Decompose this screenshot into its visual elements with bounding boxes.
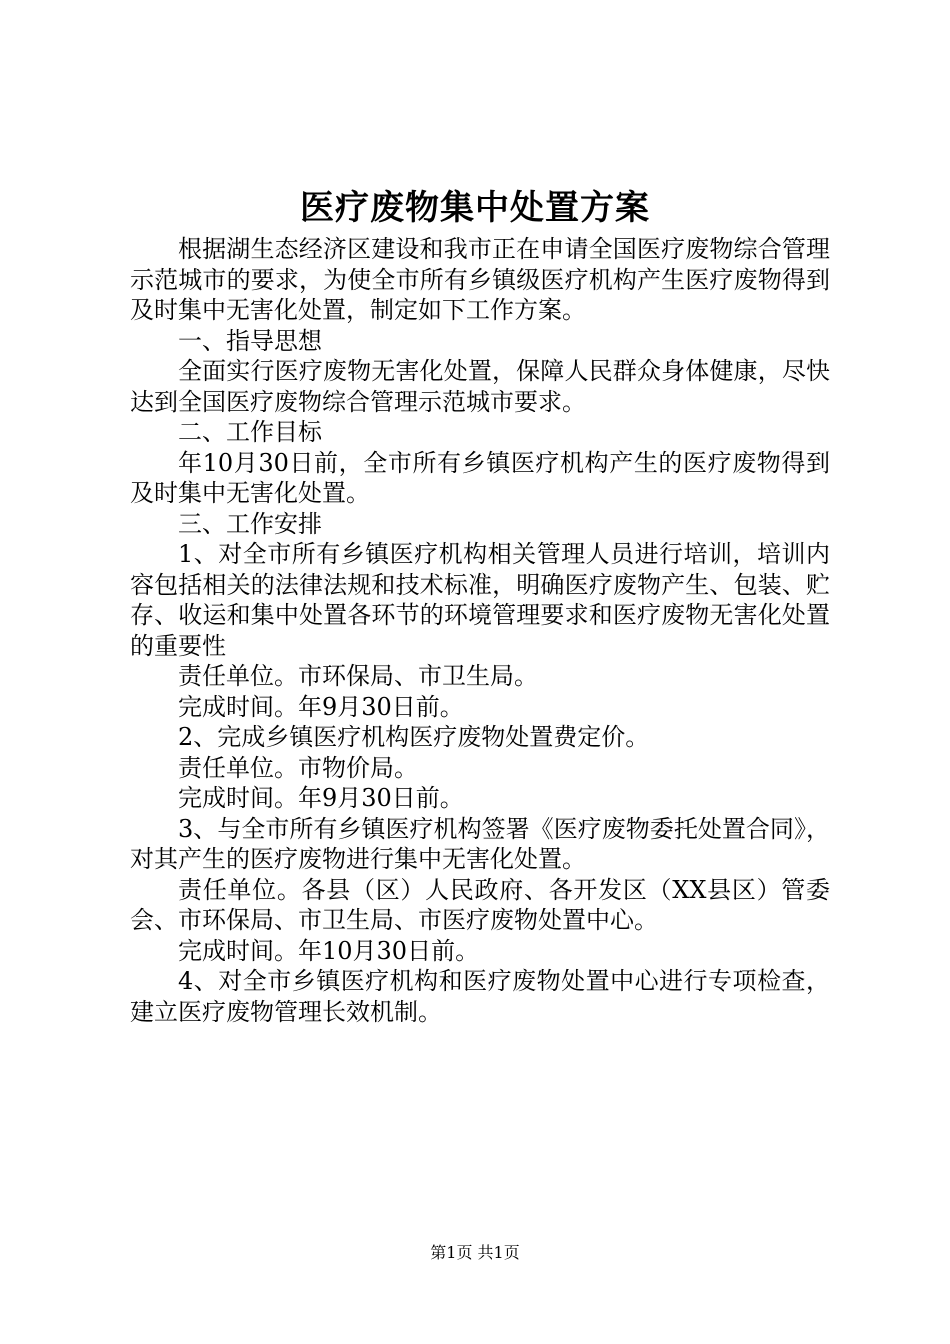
section-heading-guiding-ideology: 一、指导思想 [178,326,322,355]
document-title: 医疗废物集中处置方案 [300,188,650,228]
paragraph-task-1: 1、对全市所有乡镇医疗机构相关管理人员进行培训，培训内容包括相关的法律法规和技术标准，明确医疗废物产生、包装、贮存、收运和集中处置各环节的环境管理要求和医疗废物无害化处置的重要性 [130,540,830,660]
paragraph-guiding-ideology: 全面实行医疗废物无害化处置，保障人民群众身体健康，尽快达到全国医疗废物综合管理示范城市要求。 [130,357,830,416]
paragraph-task-2-responsible: 责任单位。市物价局。 [178,753,418,782]
paragraph-task-2: 2、完成乡镇医疗机构医疗废物处置费定价。 [178,723,650,751]
paragraph-task-3-deadline: 完成时间。年10月30日前。 [178,936,480,965]
paragraph-task-2-deadline: 完成时间。年9月30日前。 [178,784,464,812]
document-body [130,234,830,1027]
paragraph-task-3-responsible: 责任单位。各县（区）人民政府、各开发区（XX县区）管委会、市环保局、市卫生局、市医疗废物处置中心。 [130,875,830,934]
paragraph-work-goal: 年10月30日前，全市所有乡镇医疗机构产生的医疗废物得到及时集中无害化处置。 [130,448,830,507]
paragraph-task-1-deadline: 完成时间。年9月30日前。 [178,692,464,721]
section-heading-work-goal: 二、工作目标 [178,418,322,446]
paragraph-intro: 根据湖生态经济区建设和我市正在申请全国医疗废物综合管理示范城市的要求，为使全市所有乡镇级医疗机构产生医疗废物得到及时集中无害化处置，制定如下工作方案。 [130,235,830,324]
page-number-footer: 第1页 共1页 [430,1243,520,1262]
paragraph-task-1-responsible: 责任单位。市环保局、市卫生局。 [178,662,538,690]
paragraph-task-3: 3、与全市所有乡镇医疗机构签署《医疗废物委托处置合同》，对其产生的医疗废物进行集中无害化处置。 [130,814,830,873]
paragraph-task-4: 4、对全市乡镇医疗机构和医疗废物处置中心进行专项检查，建立医疗废物管理长效机制。 [130,967,830,1026]
section-heading-work-arrangement: 三、工作安排 [178,509,322,538]
